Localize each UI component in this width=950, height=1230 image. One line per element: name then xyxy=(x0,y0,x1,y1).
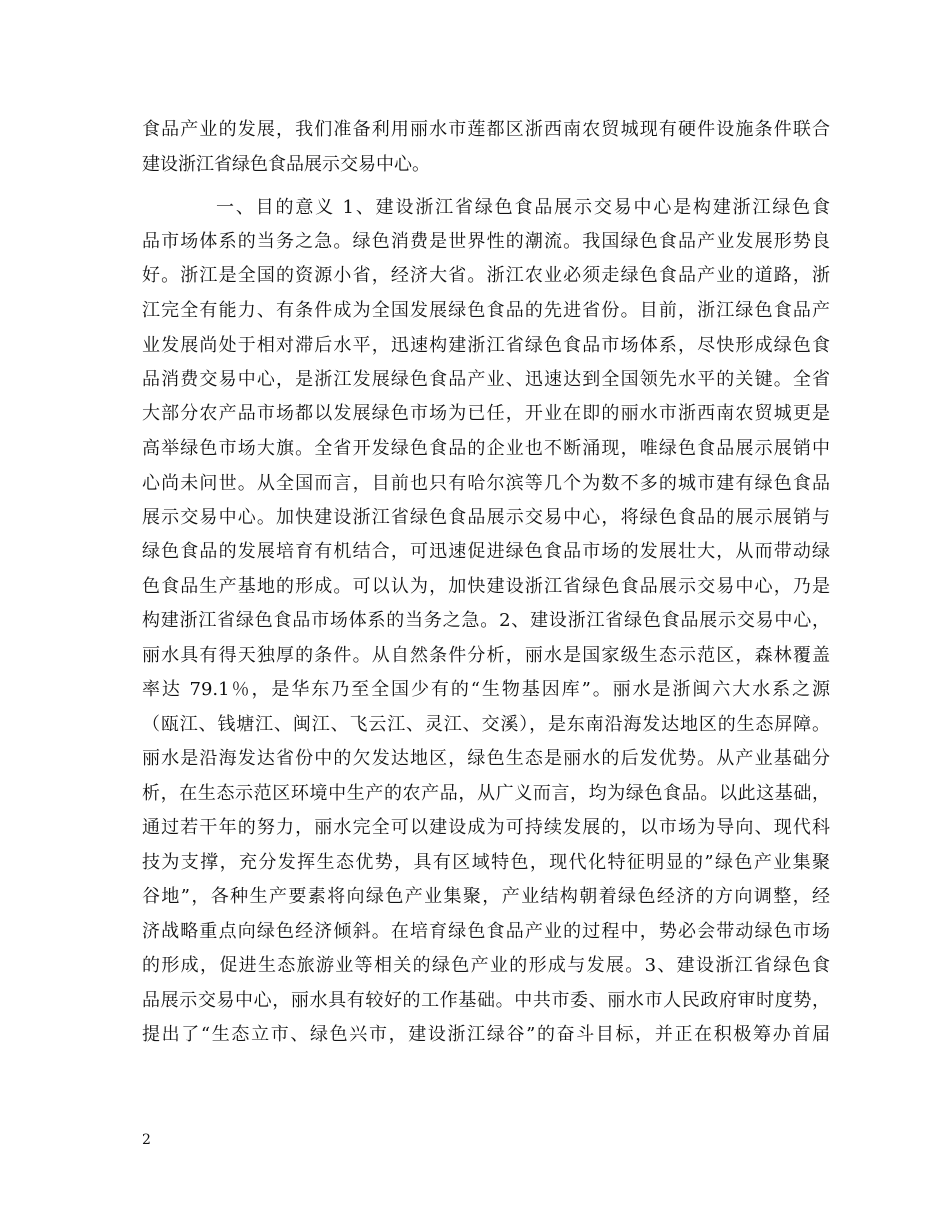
text-line: 谷地”，各种生产要素将向绿色产业集聚，产业结构朝着绿色经济的方向调整，经 xyxy=(142,886,830,907)
text-line: 提出了“生态立市、绿色兴市，建设浙江绿谷”的奋斗目标，并正在积极筹办首届 xyxy=(142,1024,830,1045)
paragraph-start-line: 一、目的意义 1、建设浙江省绿色食品展示交易中心是构建浙江绿色食 xyxy=(216,197,830,218)
text-line: 品消费交易中心，是浙江发展绿色食品产业、迅速达到全国领先水平的关键。全省 xyxy=(142,369,830,390)
text-line: （瓯江、钱塘江、闽江、飞云江、灵江、交溪），是东南沿海发达地区的生态屏障。 xyxy=(142,714,830,735)
text-line: 绿色食品的发展培育有机结合，可迅速促进绿色食品市场的发展壮大，从而带动绿 xyxy=(142,541,830,562)
text-line: 济战略重点向绿色经济倾斜。在培育绿色食品产业的过程中，势必会带动绿色市场 xyxy=(142,921,830,942)
text-line: 好。浙江是全国的资源小省，经济大省。浙江农业必须走绿色食品产业的道路，浙 xyxy=(142,265,830,286)
text-line: 色食品生产基地的形成。可以认为，加快建设浙江省绿色食品展示交易中心，乃是 xyxy=(142,576,830,597)
text-line: 丽水具有得天独厚的条件。从自然条件分析，丽水是国家级生态示范区，森林覆盖 xyxy=(142,645,830,666)
page-number: 2 xyxy=(142,1132,151,1148)
text-line: 建设浙江省绿色食品展示交易中心。 xyxy=(142,154,430,175)
text-line: 品展示交易中心，丽水具有较好的工作基础。中共市委、丽水市人民政府审时度势， xyxy=(142,990,830,1011)
text-line: 的形成，促进生态旅游业等相关的绿色产业的形成与发展。3、建设浙江省绿色食 xyxy=(142,955,830,976)
text-line: 品市场体系的当务之急。绿色消费是世界性的潮流。我国绿色食品产业发展形势良 xyxy=(142,231,830,252)
text-line: 率达 79.1％，是华东乃至全国少有的“生物基因库”。丽水是浙闽六大水系之源 xyxy=(142,679,830,700)
text-line: 高举绿色市场大旗。全省开发绿色食品的企业也不断涌现，唯绿色食品展示展销中 xyxy=(142,438,830,459)
text-line: 心尚未问世。从全国而言，目前也只有哈尔滨等几个为数不多的城市建有绿色食品 xyxy=(142,473,830,494)
text-line: 通过若干年的努力，丽水完全可以建设成为可持续发展的，以市场为导向、现代科 xyxy=(142,817,830,838)
text-line: 展示交易中心。加快建设浙江省绿色食品展示交易中心，将绿色食品的展示展销与 xyxy=(142,507,830,528)
text-line: 构建浙江省绿色食品市场体系的当务之急。2、建设浙江省绿色食品展示交易中心， xyxy=(142,610,830,631)
text-line: 江完全有能力、有条件成为全国发展绿色食品的先进省份。目前，浙江绿色食品产 xyxy=(142,300,830,321)
text-line: 食品产业的发展，我们准备利用丽水市莲都区浙西南农贸城现有硬件设施条件联合 xyxy=(142,119,830,140)
text-line: 业发展尚处于相对滞后水平，迅速构建浙江省绿色食品市场体系，尽快形成绿色食 xyxy=(142,335,830,356)
text-line: 丽水是沿海发达省份中的欠发达地区，绿色生态是丽水的后发优势。从产业基础分 xyxy=(142,748,830,769)
text-line: 析，在生态示范区环境中生产的农产品，从广义而言，均为绿色食品。以此这基础， xyxy=(142,783,830,804)
text-line: 技为支撑，充分发挥生态优势，具有区域特色，现代化特征明显的”绿色产业集聚 xyxy=(142,852,830,873)
text-line: 大部分农产品市场都以发展绿色市场为已任，开业在即的丽水市浙西南农贸城更是 xyxy=(142,403,830,424)
